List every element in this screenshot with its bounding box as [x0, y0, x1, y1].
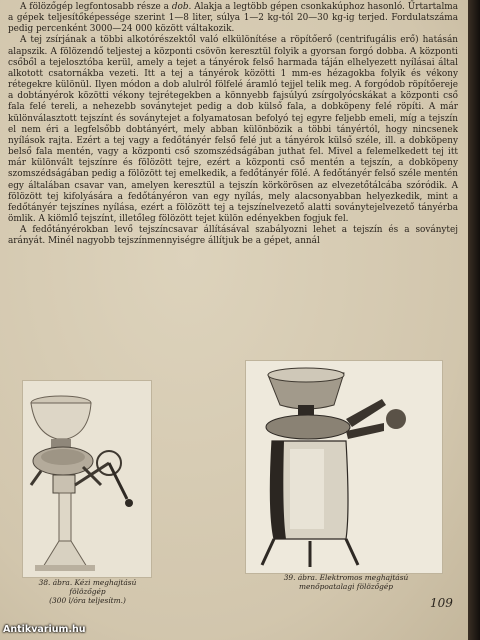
book-spine-shadow — [468, 0, 480, 640]
paragraph-3 — [8, 225, 458, 247]
figure-39-caption-line2: menőpoatalagi fölözőgép — [299, 582, 393, 591]
hand-separator-illustration — [23, 381, 151, 577]
paragraph-1-text-a: A fölözőgép legfontosabb része a — [20, 2, 172, 12]
body-text — [8, 2, 458, 247]
figure-39-caption — [252, 573, 440, 591]
paragraph-2-text: A tej zsírjának a többi alkotórészektől való elkülönítése a röpítőerő (centrifugális erő) hatásán alapszik. A fölözendő teljestej a központi csövön keresztül folyik a gyorsan forgó dobba. A központi csőből a tejelosztóba kerül, amely a tejet a tányérok felső harmada táján elhelyezett nyílásai által alkotott csatornákba vezeti. Itt a tej a tányérok közötti 1 mm-es hézagokba folyik és vékony rétegekre különül. Ilyen módon a dob alulról fölfelé áramló tejjel telik meg. A forgódob röpítőereje a dobtányérok közötti vékony tejrétegekben a könnyebb fajsúlyú zsírgolyócskákat a központi cső fala felé tereli, a nehezebb soványtejet pedig a dob külső fala, a dobköpeny felé röpíti. A már különválasztott tejszínt és soványtejet a folyamatosan befolyó tej egyre feljebb emeli, míg a tejszín el nem éri a legfelsőbb dobtányért, mely abban különbözik a többi tányértól, hogy nincsenek nyílások rajta. Ezért a tej vagy a fedőtányér felső felé jut a tányérok külső széle, ill. a dobköpeny belső fala mentén, vagy a központi cső szomszédságában juthat fel. Mivel a felemelkedett tej itt már különvált tejszínre és fölözött tejre, ezért a központi cső mentén a tejszín, a dobköpeny szomszédságában pedig a fölözött tej emelkedik, a fedőtányér fölé. A fedőtányér felső széle mentén egy általában csavar van, amelyen keresztül a tejszín körkörösen az elvezetőtálcába szóródik. A fölözött tej kifolyására a fedőtányéron van egy nyílás, mely alacsonyabban helyezkedik, mint a fedőtányér tejszínes nyílása, ezért a fölözött tej a tejszínelvezető alatti soványtejelvezető tányérba ömlik. A kiömlő tejszínt, illetőleg fölözött tejet külön edényekben fogjuk fel. — [8, 35, 458, 224]
figure-38-caption-line1: 38. ábra. Kézi meghajtású fölözőgép — [38, 578, 137, 596]
emphasis-dob: dob. — [171, 2, 192, 12]
figure-38-caption-line2: (300 l/óra teljesítm.) — [49, 596, 126, 605]
figure-38-caption — [20, 578, 155, 605]
paragraph-3-text: A fedőtányérokban levő tejszíncsavar állításával szabályozni lehet a tejszín és a soványtej arányát. Minél nagyobb tejszínmennyiségre állítjuk be a gépet, annál — [8, 225, 458, 247]
electric-separator-illustration — [246, 361, 442, 573]
figure-38-image — [22, 380, 152, 578]
watermark: Antikvarium.hu — [3, 624, 86, 635]
paragraph-2 — [8, 35, 458, 225]
paragraph-1 — [8, 2, 458, 35]
page-number: 109 — [430, 596, 453, 610]
figure-39-caption-line1: 39. ábra. Elektromos meghajtású — [283, 573, 409, 582]
figure-39-image — [245, 360, 443, 574]
paragraph-1-text-b: Alakja a legtöbb gépen csonkakúphoz hasonló. Űrtartalma a gépek teljesítőképessége szerint 1—8 liter, súlya 1—2 kg-tól 20—30 kg-ig terjed. Fordulatszáma pedig percenként 3000—24 000 között váltakozik. — [8, 2, 458, 35]
